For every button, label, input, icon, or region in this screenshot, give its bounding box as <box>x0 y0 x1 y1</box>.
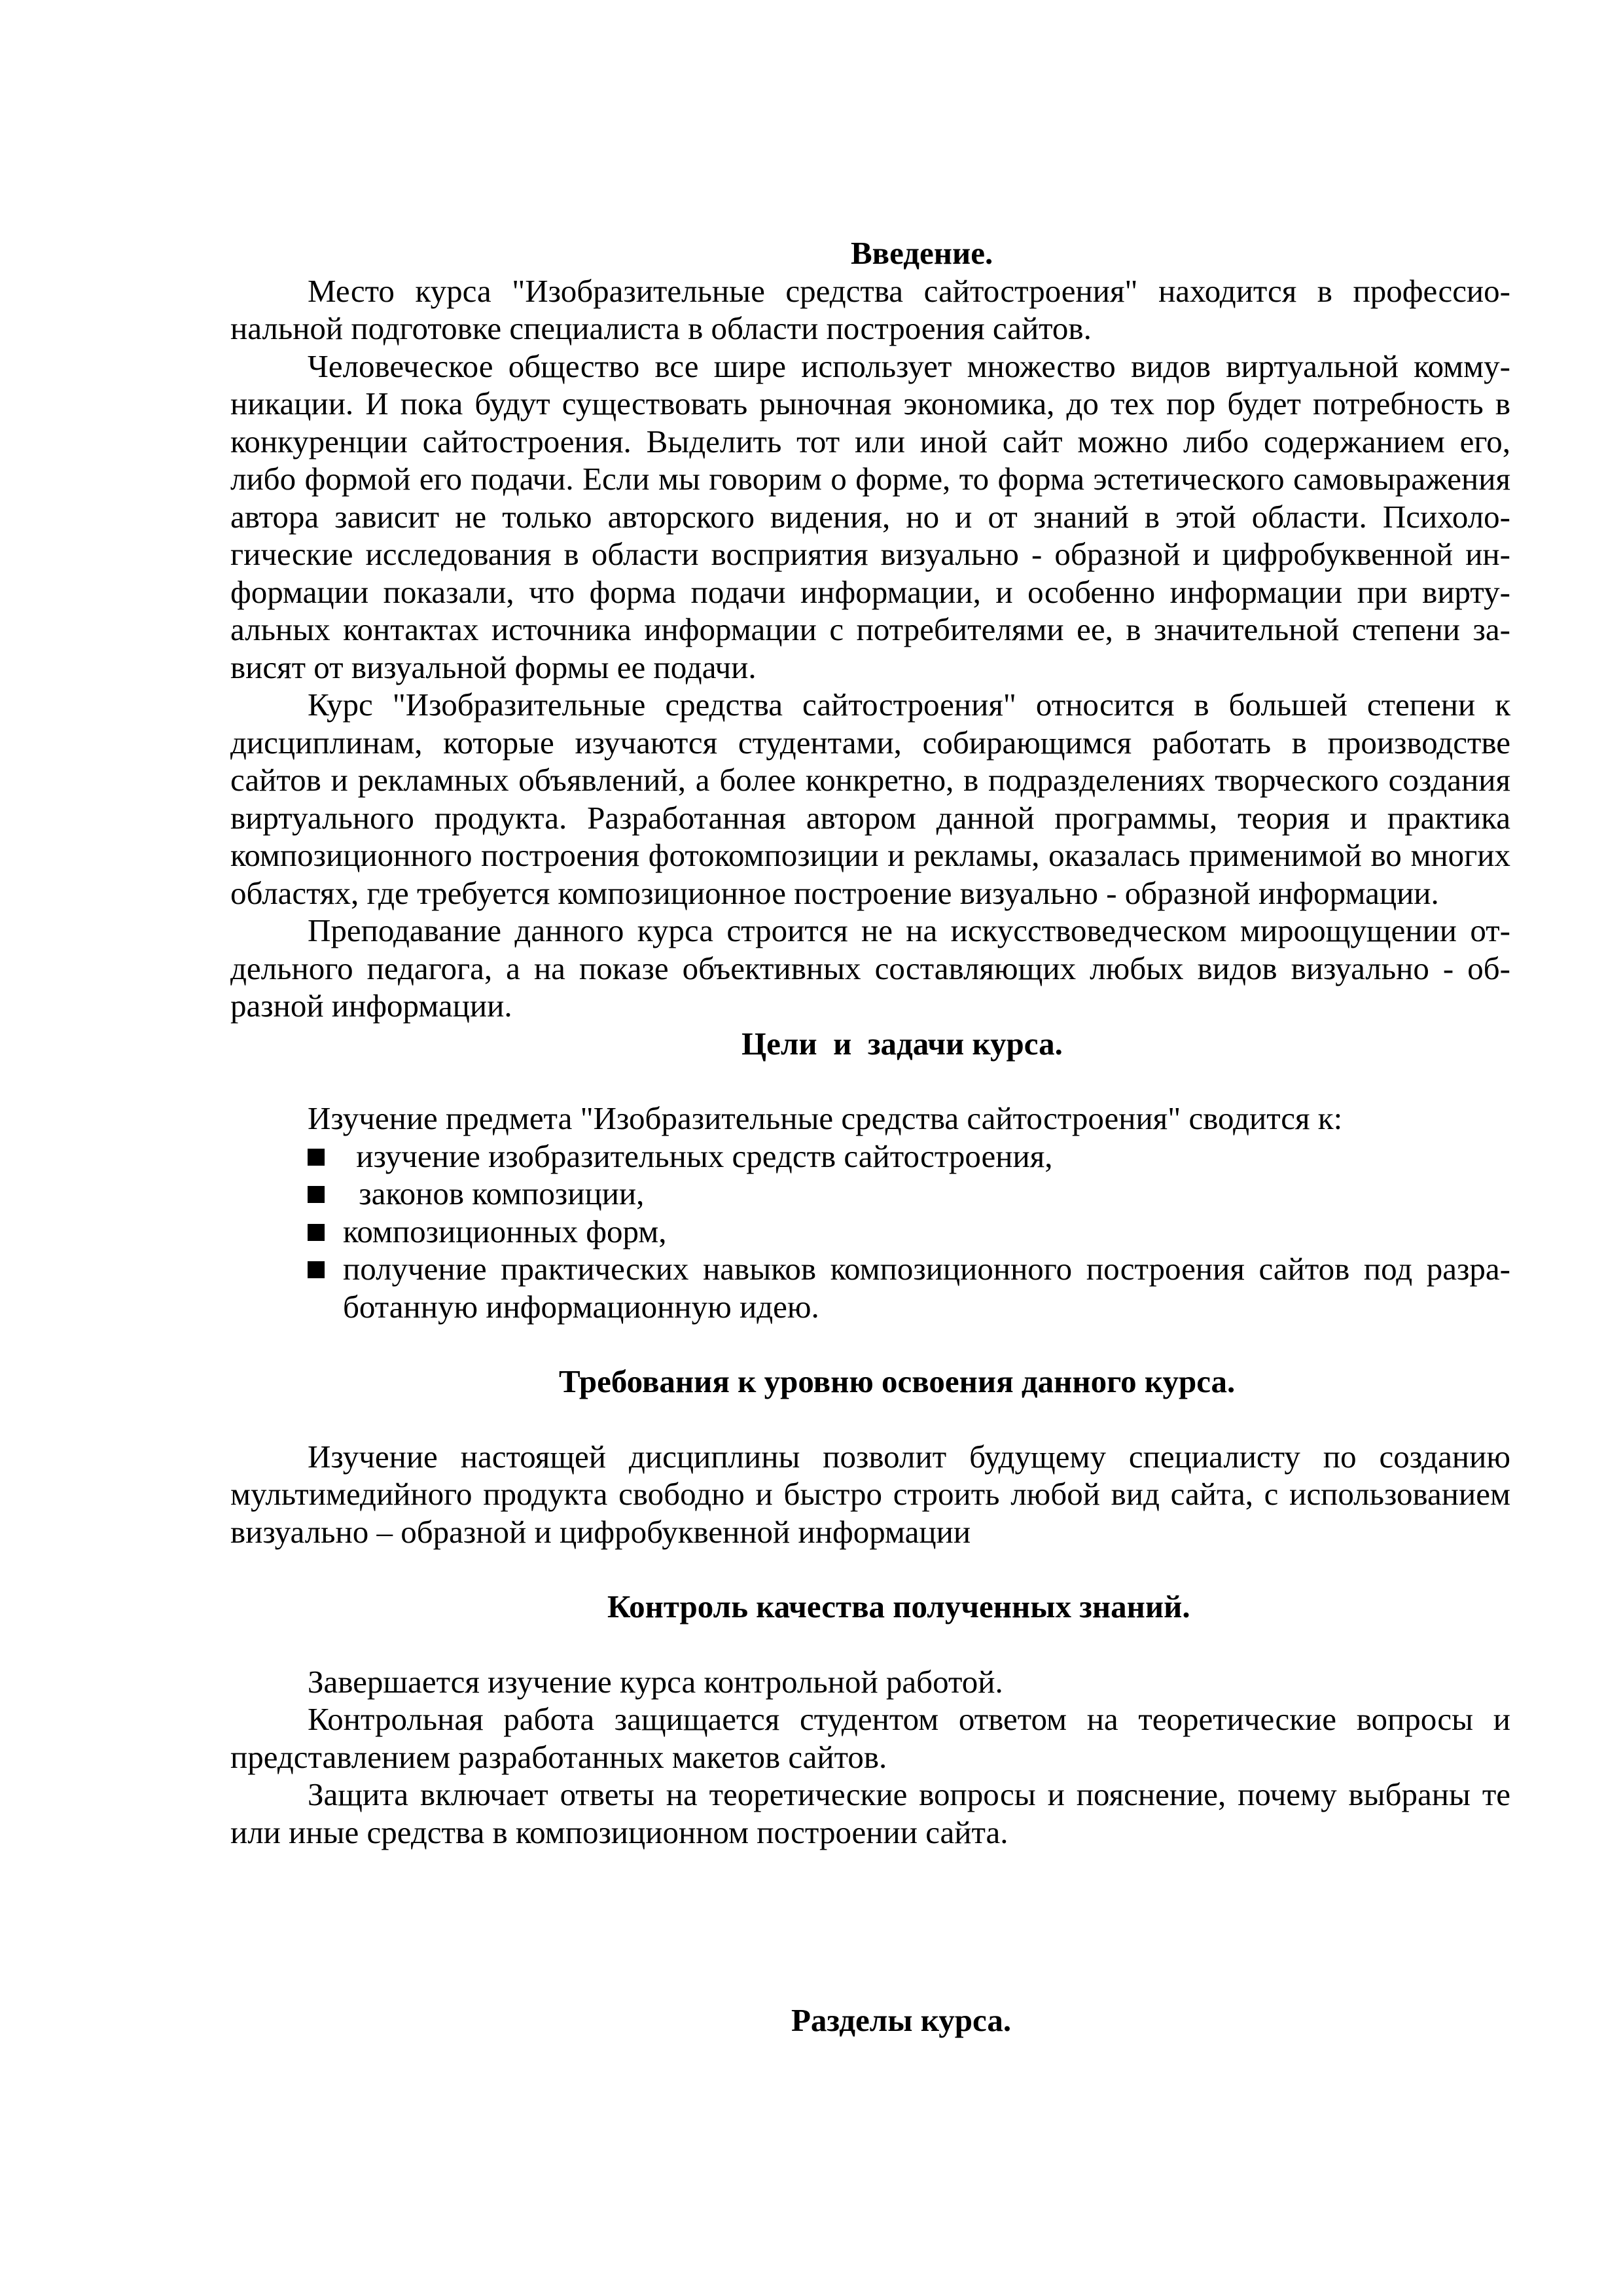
requirements-heading: Требования к уровню освоения данного курса. <box>559 1363 1236 1399</box>
control-paragraph-1: Завершается изучение курса контрольной работой. <box>308 1663 1003 1700</box>
intro-paragraph-2: Человеческое общество все шире использует множество видов виртуальной коммуникации. И пока будут существовать рыночная экономика, до тех пор будет потребность в конкуренции сайтостроения. Выделить тот или иной сайт можно либо содержанием его, либо формой его подачи. Если мы говорим о форме, то форма эстетического самовыражения автора зависит не только авторского видения, но и от знаний в этой области. Психологические исследования в области восприятия визуально - образной и цифробуквенной информации показали, что форма подачи информации, и особенно информации при виртуальных контактах источника информации с потребителями ее, в значительной степени зависят от визуальной формы ее подачи. <box>230 348 1510 685</box>
goals-lead: Изучение предмета "Изобразительные средства сайтостроения" сводится к: <box>308 1100 1343 1136</box>
spacer <box>230 1062 1510 1100</box>
intro-paragraph-4: Преподавание данного курса строится не на искусствоведческом мироощущении отдельного педагога, а на показе объективных составляющих любых видов визуально - образной информации. <box>230 912 1510 1024</box>
goals-heading: Цели и задачи курса. <box>741 1025 1063 1062</box>
list-item-text: законов композиции, <box>351 1175 645 1211</box>
spacer <box>230 1401 1510 1438</box>
requirements-paragraph: Изучение настоящей дисциплины позволит будущему специалисту по созданию мультимедийного продукта свободно и быстро строить любой вид сайта, с использованием визуально – образной и цифробуквенной информации <box>230 1438 1510 1550</box>
spacer <box>230 1851 1510 2001</box>
control-paragraph-3: Защита включает ответы на теоретические вопросы и пояснение, почему выбраны те или иные средства в композиционном построении сайта. <box>230 1776 1510 1850</box>
document-page <box>230 234 1510 2039</box>
bullet-square-icon <box>308 1149 325 1166</box>
sections-heading: Разделы курса. <box>791 2002 1012 2038</box>
list-item <box>230 1250 1510 1325</box>
intro-paragraph-1: Место курса "Изобразительные средства сайтостроения" находится в профессиональной подготовке специалиста в области построения сайтов. <box>230 272 1510 346</box>
intro-heading: Введение. <box>851 235 993 271</box>
goals-list <box>230 1138 1510 1326</box>
list-item-text: получение практических навыков композиционного построения сайтов под разработанную информационную идею. <box>343 1251 1510 1325</box>
control-heading: Контроль качества полученных знаний. <box>607 1588 1190 1624</box>
bullet-square-icon <box>308 1224 325 1241</box>
list-item <box>230 1138 1510 1175</box>
spacer <box>230 1626 1510 1663</box>
list-item-text: изучение изобразительных средств сайтостроения, <box>348 1138 1053 1174</box>
spacer <box>230 1551 1510 1588</box>
spacer <box>230 1325 1510 1363</box>
bullet-square-icon <box>308 1186 325 1203</box>
list-item <box>230 1213 1510 1251</box>
intro-paragraph-3: Курс "Изобразительные средства сайтостроения" относится в большей степени к дисциплинам, которые изучаются студентами, собирающимся работать в производстве сайтов и рекламных объявлений, а более конкретно, в подразделениях творческого создания виртуального продукта. Разработанная автором данной программы, теория и практика композиционного построения фотокомпозиции и рекламы, оказалась применимой во многих областях, где требуется композиционное построение визуально - образной информации. <box>230 687 1510 911</box>
list-item <box>230 1175 1510 1213</box>
bullet-square-icon <box>308 1261 325 1278</box>
list-item-text: композиционных форм, <box>343 1213 667 1249</box>
control-paragraph-2: Контрольная работа защищается студентом ответом на теоретические вопросы и представлением разработанных макетов сайтов. <box>230 1701 1510 1775</box>
